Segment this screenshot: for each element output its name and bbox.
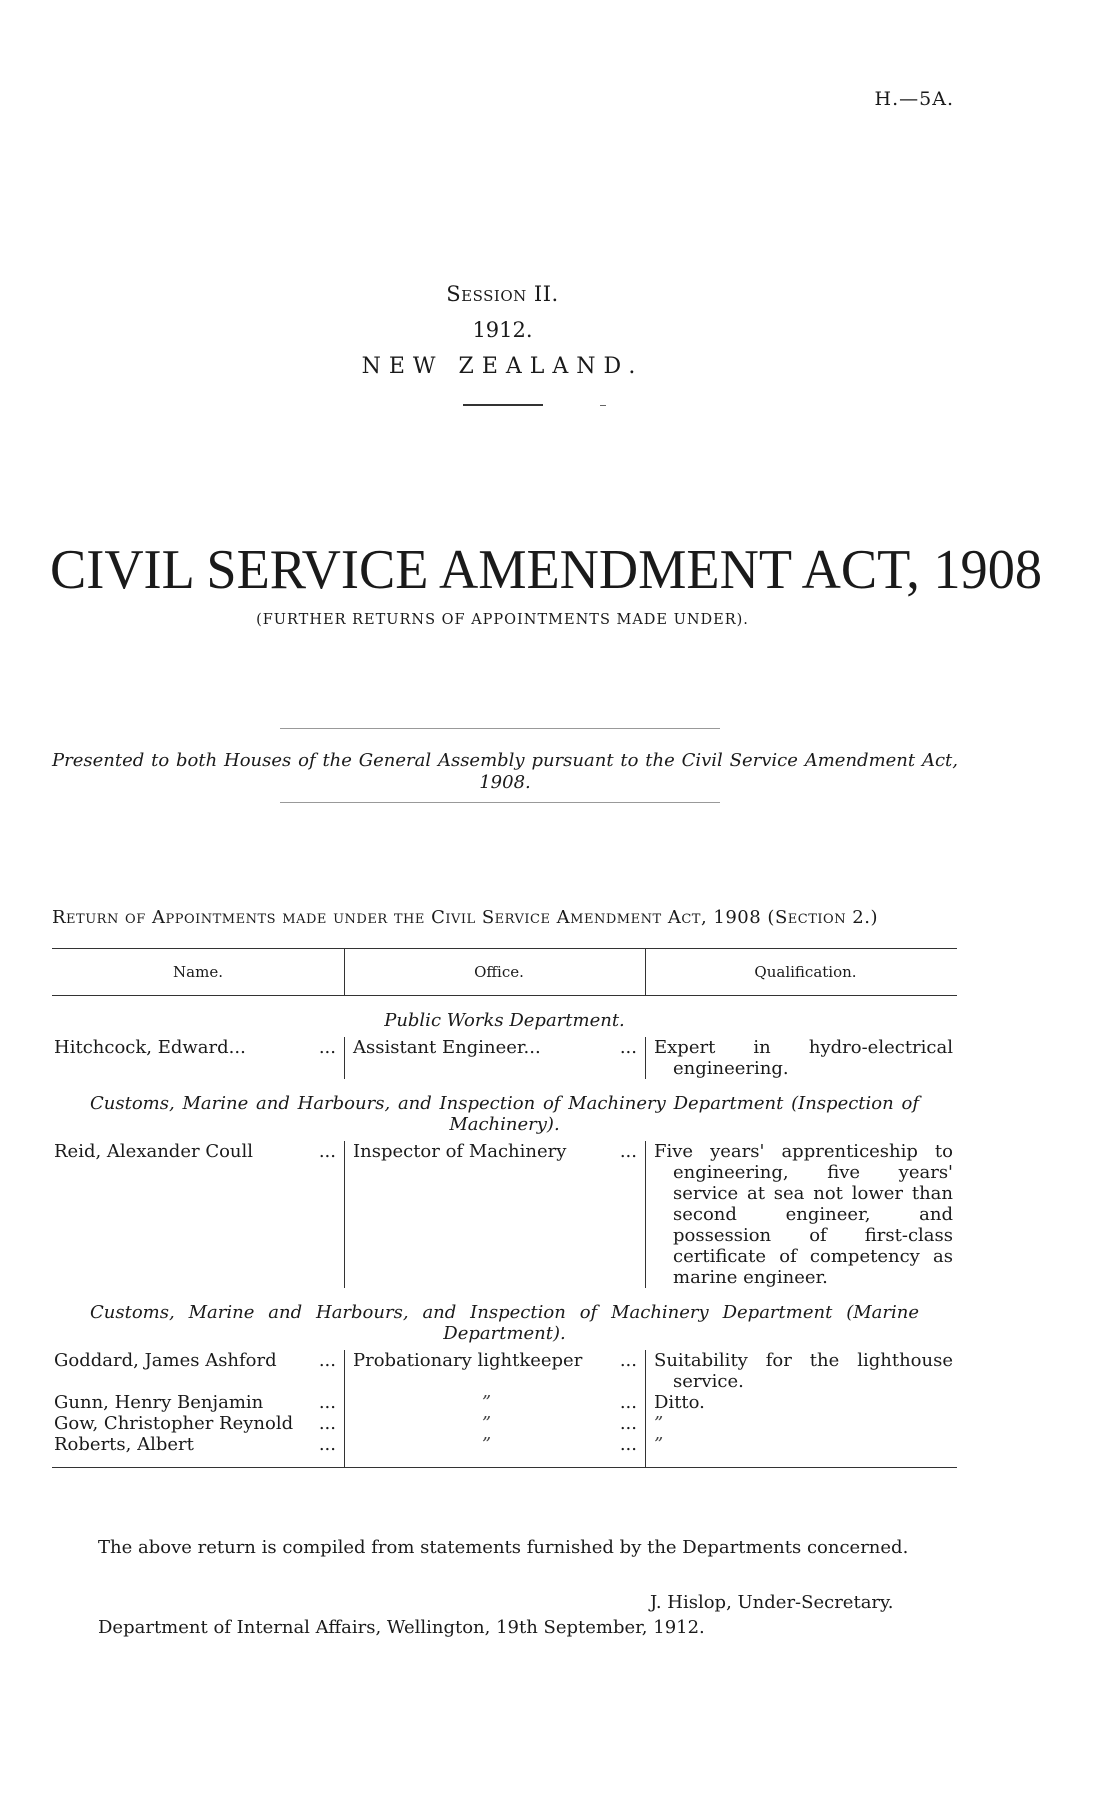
ditto-mark: ” (481, 1434, 492, 1455)
qualification-cell: Suitability for the lighthouse service. (646, 1350, 958, 1392)
leader-dots: ... (619, 1141, 637, 1162)
table-row (52, 1413, 957, 1434)
country-label: NEW ZEALAND. (361, 354, 644, 379)
department-heading: Customs, Marine and Harbours, and Inspection of Machinery Department (Marine Department). (90, 1302, 919, 1344)
qualification-cell: Expert in hydro-electrical engineering. (646, 1037, 958, 1079)
table-row (52, 1141, 957, 1288)
leader-dots: ... (318, 1434, 336, 1455)
appointee-name: Gunn, Henry Benjamin (54, 1392, 264, 1413)
appointments-table (52, 948, 957, 1468)
footnote: The above return is compiled from statements furnished by the Departments concerned. (98, 1537, 909, 1558)
divider (280, 802, 720, 803)
document-title: CIVIL SERVICE AMENDMENT ACT, 1908 (50, 539, 1043, 601)
department-date-line: Department of Internal Affairs, Wellington, 19th September, 1912. (98, 1617, 705, 1638)
office-cell: Assistant Engineer... (353, 1037, 541, 1058)
table-row (52, 1350, 957, 1392)
return-title: Return of Appointments made under the Civil Service Amendment Act, 1908 (Section 2.) (52, 907, 878, 928)
divider-dot (600, 405, 606, 406)
leader-dots: ... (619, 1037, 637, 1058)
document-subtitle: (FURTHER RETURNS OF APPOINTMENTS MADE UNDER). (256, 612, 749, 628)
qualification-cell: Five years' apprenticeship to engineering, five years' service at sea not lower than second engineer, and possession of first-class certificate of competency as marine engineer. (646, 1141, 958, 1288)
table-row (52, 1392, 957, 1413)
office-cell: Probationary lightkeeper (353, 1350, 583, 1371)
leader-dots: ... (318, 1392, 336, 1413)
leader-dots: ... (318, 1037, 336, 1058)
header-office: Office. (345, 949, 646, 996)
ditto-mark: ” (481, 1392, 492, 1413)
leader-dots: ... (619, 1392, 637, 1413)
table-row (52, 1434, 957, 1455)
divider (280, 728, 720, 729)
table-end-rule (52, 1455, 957, 1468)
office-cell: Inspector of Machinery (353, 1141, 567, 1162)
signature: J. Hislop, Under-Secretary. (650, 1592, 894, 1613)
header-name: Name. (52, 949, 345, 996)
session-label: Session II. (446, 282, 559, 306)
year-label: 1912. (472, 318, 533, 342)
divider (463, 404, 543, 406)
appointee-name: Hitchcock, Edward... (54, 1037, 246, 1058)
appointee-name: Goddard, James Ashford (54, 1350, 277, 1371)
presented-note: Presented to both Houses of the General Assembly pursuant to the Civil Service Amendment Act, 1908. (52, 750, 958, 793)
leader-dots: ... (619, 1434, 637, 1455)
department-heading: Public Works Department. (384, 1010, 625, 1031)
paper-reference: H.—5A. (874, 88, 954, 110)
leader-dots: ... (318, 1141, 336, 1162)
header-qualification: Qualification. (646, 949, 958, 996)
leader-dots: ... (619, 1413, 637, 1434)
appointee-name: Reid, Alexander Coull (54, 1141, 254, 1162)
qualification-cell: Ditto. (646, 1392, 958, 1413)
department-heading: Customs, Marine and Harbours, and Inspection of Machinery Department (Inspection of Machinery). (90, 1093, 919, 1135)
ditto-mark: ” (646, 1434, 958, 1455)
leader-dots: ... (318, 1350, 336, 1371)
ditto-mark: ” (481, 1413, 492, 1434)
leader-dots: ... (619, 1350, 637, 1371)
ditto-mark: ” (646, 1413, 958, 1434)
table-row (52, 1037, 957, 1079)
appointee-name: Gow, Christopher Reynold (54, 1413, 294, 1434)
appointee-name: Roberts, Albert (54, 1434, 194, 1455)
leader-dots: ... (318, 1413, 336, 1434)
